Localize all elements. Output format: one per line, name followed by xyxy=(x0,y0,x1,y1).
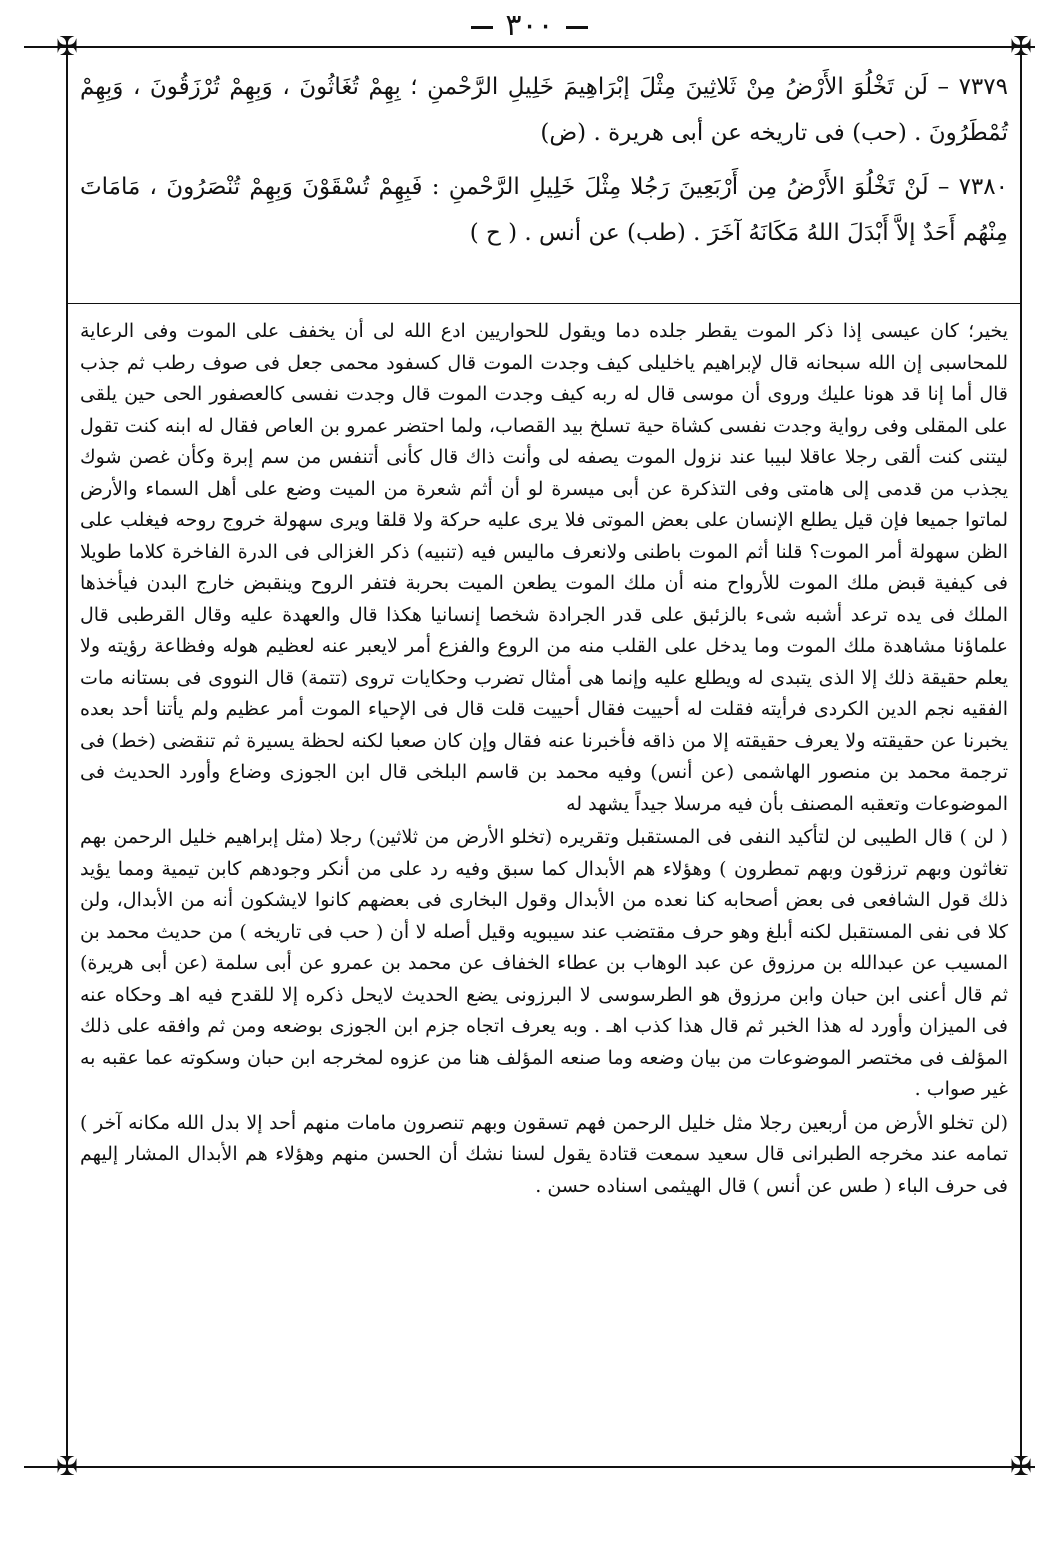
commentary-paragraph: يخير؛ كان عيسى إذا ذكر الموت يقطر جلده دما ويقول للحواريين ادع الله لى أن يخفف على الموت وفى الرعاية للمحاسبى إن الله سبحانه قال لإبراهيم ياخليلى كيف وجدت الموت قال كسفود محمى جعل فى صوف رطب ثم جذب قال أما إنا قد هونا عليك وروى أن موسى قال له ربه كيف وجدت الموت قال وجدت نفسى كالعصفور الحى حين يلقى على المقلى وفى رواية وجدت نفسى كشاة حية تسلخ بيد القصاب، ولما احتضر عمرو بن العاص فقال له ابنه كنت تقول ليتنى كنت ألقى رجلا عاقلا لبيبا عند نزول الموت يصفه لى وأنت ذاك قال كأنى أتنفس من سم إبرة وكأن غصن شوك يجذب من قدمى إلى هامتى وفى التذكرة عن أبى ميسرة لو أن أثم شعرة من الميت وضع على أهل السماء والأرض لماتوا جميعا فإن قيل يطلع الإنسان على بعض الموتى فلا يرى عليه حركة ولا قلقا ويرى سهولة خروج روحه فيغلب على الظن سهولة أمر الموت؟ قلنا أثم الموت باطنى ولانعرف ماليس فيه (تنبيه) ذكر الغزالى فى الدرة الفاخرة كلاما طويلا فى كيفية قبض ملك الموت للأرواح منه أن ملك الموت يطعن الميت بحربة فتفر الروح وينقبض خارج البدن فيأخذها الملك فى يده ترعد أشبه شىء بالزئبق على قدر الجرادة شخصا إنسانيا هكذا قال والعهدة عليه وقال القرطبى قال علماؤنا مشاهدة ملك الموت وما يدخل على القلب منه من الروع والفزع أمر لايعبر عنه لعظيم هوله وفظاعة رؤيته ولا يعلم حقيقة ذلك إلا الذى يتبدى له ويطلع عليه وإنما هى أمثال تضرب وحكايات تروى (تتمة) قال النووى فى بستانه مات الفقيه نجم الدين الكردى فرأيته فقلت له أحييت فقال أحييت قلت قال فى الإحياء الموت أمر عظيم ولم يأتنا أحد بعده يخبرنا عن حقيقته ولا يعرف حقيقته إلا من ذاقه فأخبرنا عنه فقال وإن كان صعبا لكنه لحظة يسيرة ثم تنقضى (خط) فى ترجمة محمد بن منصور الهاشمى (عن أنس) وفيه محمد بن قاسم البلخى قال ابن الجوزى وضاع وأورد الحديث فى الموضوعات وتعقبه المصنف بأن فيه مرسلا جيداً يشهد له xyxy=(80,320,1008,815)
commentary-paragraph: ( لن ) قال الطيبى لن لتأكيد النفى فى المستقبل وتقريره (تخلو الأرض من ثلاثين) رجلا (مثل إبراهيم خليل الرحمن بهم تغاثون وبهم ترزقون وبهم تمطرون ) وهؤلاء هم الأبدال كما سبق وفيه رد على من أنكر وجودهم كابن تيمية ومما يؤيد ذلك قول الشافعى فى بعض أصحابه كنا نعده من الأبدال وقول البخارى فى بعضهم كانوا لايشكون أنه من الأبدال، ولن كلا فى نفى المستقبل لكنه أبلغ وهو حرف مقتضب عند سيبويه وقيل أصله لا أن ( حب فى تاريخه ) من حديث محمد بن المسيب عن عبدالله بن مرزوق عن عبد الوهاب بن عطاء الخفاف عن محمد بن عمرو عن أبى سلمة (عن أبى هريرة) ثم قال أعنى ابن حبان وابن مرزوق هو الطرسوسى لا البرزونى يضع الحديث لايحل ذكره إلا للقدح فيه اهـ وحكاه عنه فى الميزان وأورد له هذا الخبر ثم قال هذا كذب اهـ . وبه يعرف اتجاه جزم ابن الجوزى بوضعه ومن ثم وافقه على ذلك المؤلف فى مختصر الموضوعات من بيان وضعه وما صنعه المؤلف هنا من عزوه لمخرجه ابن حبان وسكوته عما عقبه به غير صواب . xyxy=(80,826,1008,1100)
frame-right-line xyxy=(1020,46,1022,1466)
frame-top-line xyxy=(24,46,1035,48)
corner-ornament-icon: ✠ xyxy=(1010,32,1032,62)
corner-ornament-icon: ✠ xyxy=(1010,1452,1032,1482)
frame-left-line xyxy=(66,46,68,1466)
page-number-dash-left xyxy=(471,26,493,29)
corner-ornament-icon: ✠ xyxy=(56,1452,78,1482)
commentary-section xyxy=(80,316,1008,1456)
hadith-7380: ٧٣٨٠ – لَنْ تَخْلُوَ الأَرْضُ مِن أَرْبَعِينَ رَجُلا مِثْلَ خَلِيلِ الرَّحْمنِ : فَبِهِمْ تُسْقَوْنَ وَبِهِمْ تُنْصَرُونَ ، مَامَاتَ مِنْهُم أَحَدٌ إلاَّ أَبْدَلَ اللهُ مَكَانَهُ آخَرَ . (طب) عن أنس . ( ح ) xyxy=(80,174,1008,246)
page-number-dash-right xyxy=(566,26,588,29)
commentary-paragraph: (لن تخلو الأرض من أربعين رجلا مثل خليل الرحمن فهم تسقون وبهم تنصرون مامات منهم أحد إلا بدل الله مكانه آخر ) تمامه عند مخرجه الطبرانى قال سعيد سمعت قتادة يقول لسنا نشك أن الحسن منهم وهؤلاء هم الأبدال المشار إليهم فى حرف الباء ( طس عن أنس ) قال الهيثمى اسناده حسن . xyxy=(80,1111,1008,1197)
corner-ornament-icon: ✠ xyxy=(56,32,78,62)
hadith-main-text xyxy=(80,64,1008,300)
section-separator xyxy=(66,303,1020,304)
page-number-header xyxy=(0,6,1059,46)
frame-bottom-line xyxy=(24,1466,1035,1468)
page-number: ٣٠٠ xyxy=(505,8,554,43)
hadith-7379: ٧٣٧٩ – لَن تَخْلُوَ الأَرْضُ مِنْ ثَلاثِينَ مِثْلَ إبْرَاهِيمَ خَلِيلِ الرَّحْمنِ ؛ بِهِمْ تُغَاثُونَ ، وَبِهِمْ تُرْزَقُونَ ، وَبِهِمْ تُمْطَرُونَ . (حب) فى تاريخه عن أبى هريرة . (ض) xyxy=(80,74,1008,146)
